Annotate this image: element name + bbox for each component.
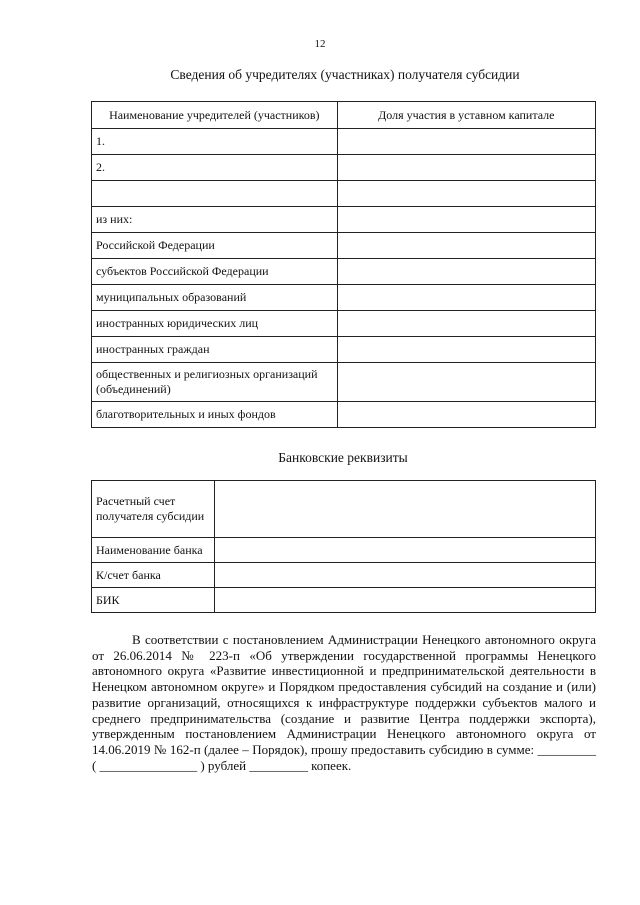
bank-field-label: К/счет банка [92, 563, 215, 588]
table-row [92, 155, 596, 181]
founder-share-cell[interactable] [337, 363, 595, 402]
table-row [92, 481, 596, 538]
founders-header-name: Наименование учредителей (участников) [92, 102, 338, 129]
founder-share-cell[interactable] [337, 233, 595, 259]
bank-field-value[interactable] [214, 538, 595, 563]
table-row [92, 233, 596, 259]
founder-name-cell: Российской Федерации [92, 233, 338, 259]
bank-details-table [91, 480, 596, 613]
table-row [92, 129, 596, 155]
founder-name-cell: муниципальных образований [92, 285, 338, 311]
table-row [92, 337, 596, 363]
table-row [92, 181, 596, 207]
founder-share-cell[interactable] [337, 155, 595, 181]
bank-field-label: БИК [92, 588, 215, 613]
founder-share-cell[interactable] [337, 311, 595, 337]
founder-share-cell[interactable] [337, 402, 595, 428]
founder-name-cell: общественных и религиозных организаций (объединений) [92, 363, 338, 402]
bank-field-value[interactable] [214, 563, 595, 588]
table-row [92, 311, 596, 337]
subsidy-request-paragraph: В соответствии с постановлением Администрации Ненецкого автономного округа от 26.06.2014 № 223-п «Об утверждении государственной программы Ненецкого автономного округа «Развитие инвестиционной и предпринимательской деятельности в Ненецком автономном округе» и Порядком предоставления субсидий на создание и (или) развитие организаций, относящихся к инфраструктуре поддержки субъектов малого и среднего предпринимательства (создание и развитие Центра поддержки экспорта), утвержденным постановлением Администрации Ненецкого автономного округа от 14.06.2019 № 162-п (далее – Порядок), прошу предоставить субсидию в сумме: _________ ( _______________ ) рублей _________ копеек. [92, 632, 596, 773]
table-row [92, 259, 596, 285]
founder-share-cell[interactable] [337, 129, 595, 155]
table-row [92, 538, 596, 563]
table-row [92, 207, 596, 233]
founder-name-cell: 1. [92, 129, 338, 155]
founders-section-title: Сведения об учредителях (участниках) получателя субсидии [170, 67, 520, 82]
founder-name-cell: 2. [92, 155, 338, 181]
founder-name-cell: из них: [92, 207, 338, 233]
table-row [92, 588, 596, 613]
bank-field-label: Наименование банка [92, 538, 215, 563]
table-row [92, 563, 596, 588]
founder-share-cell[interactable] [337, 181, 595, 207]
founders-table [91, 101, 596, 428]
founders-table-header [92, 102, 596, 129]
founder-name-cell [92, 181, 338, 207]
bank-field-value[interactable] [214, 481, 595, 538]
table-row [92, 285, 596, 311]
founder-share-cell[interactable] [337, 259, 595, 285]
page-number: 12 [314, 38, 326, 50]
founder-name-cell: благотворительных и иных фондов [92, 402, 338, 428]
founder-share-cell[interactable] [337, 337, 595, 363]
bank-field-value[interactable] [214, 588, 595, 613]
table-row [92, 402, 596, 428]
founder-name-cell: субъектов Российской Федерации [92, 259, 338, 285]
bank-field-label: Расчетный счет получателя субсидии [92, 481, 215, 538]
founder-share-cell[interactable] [337, 285, 595, 311]
founder-share-cell[interactable] [337, 207, 595, 233]
table-row [92, 363, 596, 402]
bank-section-title: Банковские реквизиты [278, 450, 408, 465]
founder-name-cell: иностранных юридических лиц [92, 311, 338, 337]
founder-name-cell: иностранных граждан [92, 337, 338, 363]
founders-header-share: Доля участия в уставном капитале [337, 102, 595, 129]
